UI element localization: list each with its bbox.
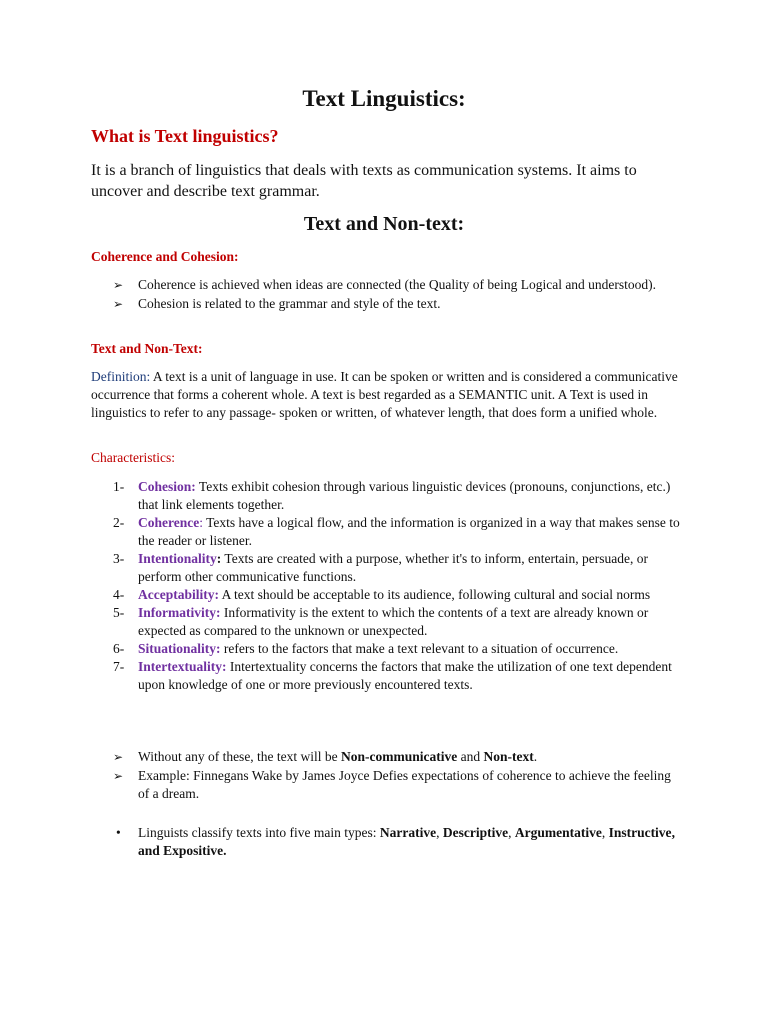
coherence-cohesion-heading: Coherence and Cohesion:	[91, 249, 239, 264]
arrow-bullet-icon: ➢	[113, 278, 124, 292]
separator: ,	[508, 825, 515, 840]
type-name: Instructive	[608, 825, 672, 840]
list-number: 1-	[113, 479, 125, 494]
characteristics-list	[91, 478, 681, 694]
term-label: Cohesion:	[138, 479, 196, 494]
term-description: Intertextuality concerns the factors that make the utilization of one text dependent upon knowledge of one or more previously encountered texts.	[138, 659, 672, 692]
list-item	[91, 276, 681, 294]
section-heading: Text and Non-text:	[303, 213, 465, 235]
list-item	[91, 514, 681, 550]
separator: ,	[436, 825, 443, 840]
term-separator: :	[216, 551, 222, 566]
list-number: 4-	[113, 587, 125, 602]
term-label: Informativity:	[138, 605, 221, 620]
term-label: Intentionality	[138, 551, 217, 566]
characteristics-label: Characteristics:	[91, 450, 175, 465]
page-title: Text Linguistics:	[302, 86, 466, 111]
term-description: Texts have a logical flow, and the information is organized in a way that makes sense to the reader or listener.	[138, 515, 680, 548]
definition-paragraph	[91, 368, 681, 422]
list-number: 6-	[113, 641, 125, 656]
text-nontext-heading: Text and Non-Text:	[91, 341, 203, 356]
term-description: Informativity is the extent to which the contents of a text are already known or expected as compared to the unknown or unexpected.	[138, 605, 649, 638]
type-name: Narrative	[379, 825, 437, 840]
term-description: refers to the factors that make a text relevant to a situation of occurrence.	[220, 641, 619, 656]
list-number: 2-	[113, 515, 125, 530]
arrow-bullet-icon: ➢	[113, 297, 124, 311]
list-item	[91, 658, 681, 694]
list-number: 3-	[113, 551, 125, 566]
term-description: Texts are created with a purpose, whether it's to inform, entertain, persuade, or perform other communicative functions.	[138, 551, 648, 584]
separator: , and	[138, 825, 675, 858]
note-text: Example: Finnegans Wake by James Joyce Defies expectations of coherence to achieve the feeling of a dream.	[138, 768, 671, 801]
note-bold: Non-text	[483, 749, 534, 764]
term-description: A text should be acceptable to its audience, following cultural and social norms	[218, 587, 651, 602]
list-number: 5-	[113, 605, 125, 620]
coherence-cohesion-list	[91, 276, 681, 314]
list-item	[91, 767, 681, 803]
list-item	[91, 478, 681, 514]
note-text: and	[457, 749, 484, 764]
term-label: Acceptability:	[138, 587, 219, 602]
notes-list	[91, 748, 681, 804]
term-separator: :	[199, 515, 203, 530]
term-label: Intertextuality:	[138, 659, 227, 674]
intro-paragraph: It is a branch of linguistics that deals with texts as communication systems. It aims to uncover and describe text grammar.	[91, 162, 637, 200]
list-item-text: Cohesion is related to the grammar and style of the text.	[138, 296, 441, 311]
separator: ,	[601, 825, 609, 840]
bullet-icon: •	[116, 825, 121, 840]
type-name: Argumentative	[514, 825, 602, 840]
list-item	[91, 824, 681, 860]
note-text: Without any of these, the text will be	[138, 749, 342, 764]
arrow-bullet-icon: ➢	[113, 750, 124, 764]
list-item	[91, 586, 681, 604]
note-bold: Non-communicative	[341, 749, 458, 764]
list-item	[91, 604, 681, 640]
question-heading: What is Text linguistics?	[91, 126, 279, 146]
definition-label: Definition:	[91, 369, 151, 384]
list-item	[91, 640, 681, 658]
list-number: 7-	[113, 659, 125, 674]
types-text: Linguists classify texts into five main types:	[138, 825, 380, 840]
arrow-bullet-icon: ➢	[113, 769, 124, 783]
type-name: Expositive.	[163, 843, 227, 858]
list-item	[91, 550, 681, 586]
term-description: Texts exhibit cohesion through various linguistic devices (pronouns, conjunctions, etc.) that link elements together.	[138, 479, 671, 512]
list-item	[91, 295, 681, 313]
term-label: Situationality:	[138, 641, 221, 656]
types-list	[91, 824, 681, 860]
term-label: Coherence	[138, 515, 200, 530]
list-item-text: Coherence is achieved when ideas are connected (the Quality of being Logical and understood).	[138, 277, 657, 292]
definition-text: A text is a unit of language in use. It can be spoken or written and is considered a communicative occurrence that forms a coherent whole. A text is best regarded as a SEMANTIC unit. A Text is used in linguistics to refer to any passage- spoken or written, of whatever length, that does form a unified whole.	[91, 369, 678, 420]
note-text: .	[533, 749, 538, 764]
type-name: Descriptive	[442, 825, 509, 840]
list-item	[91, 748, 681, 766]
